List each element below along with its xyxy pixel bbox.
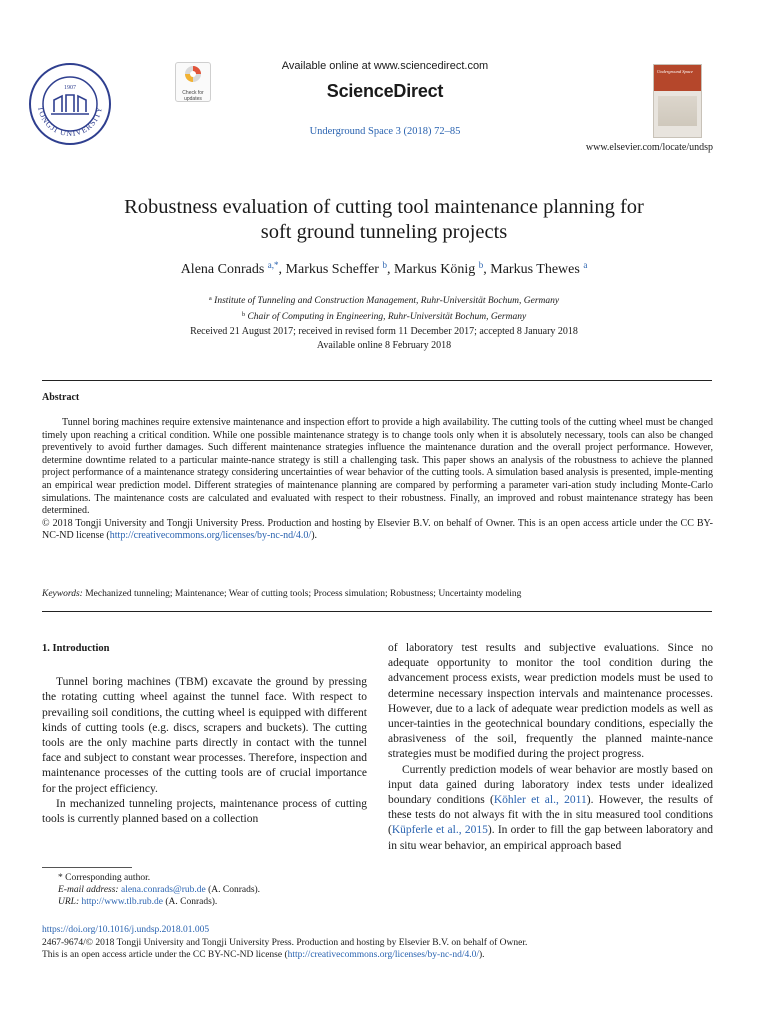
keywords (42, 589, 713, 599)
footer-license-link[interactable]: http://creativecommons.org/licenses/by-nc-nd/4.0/ (287, 950, 479, 960)
abstract-top-rule (42, 380, 712, 381)
license-link[interactable]: http://creativecommons.org/licenses/by-nc-nd/4.0/ (109, 530, 312, 542)
footnote (42, 872, 367, 909)
license-line: This is an open access article under the CC BY-NC-ND license (http://creativecommons.org/licenses/by-nc-nd/4.0/). (42, 950, 485, 960)
received-dates: Received 21 August 2017; received in revised form 11 December 2017; accepted 8 January 2018 (190, 326, 578, 337)
email-link[interactable]: alena.conrads@rub.de (120, 885, 206, 896)
url-line: URL: http://www.tlb.rub.de (A. Conrads). (58, 897, 218, 908)
abstract-copyright: © 2018 Tongji University and Tongji University Press. Production and hosting by Elsevier B.V. on behalf of Owner. This is an open access article under the CC BY-NC-ND license (http://creativecommons.org/licenses/by-nc-nd/4.0/). (42, 517, 713, 542)
journal-homepage[interactable]: www.elsevier.com/locate/undsp (585, 142, 713, 153)
author-separator: , (278, 262, 286, 277)
author-separator: , (483, 262, 491, 277)
available-online-date: Available online 8 February 2018 (316, 339, 452, 351)
keywords-list: Mechanized tunneling; Maintenance; Wear of cutting tools; Process simulation; Robustness; Uncertainty modeling (85, 589, 522, 599)
footnote-rule (42, 867, 132, 868)
author-affiliation-mark[interactable]: b (478, 260, 484, 270)
keywords-label: Keywords: (42, 589, 83, 599)
issn-line: 2467-9674/© 2018 Tongji University and Tongji University Press. Production and hosting by Elsevier B.V. on behalf of Owner. (42, 937, 528, 948)
abstract-bottom-rule (42, 611, 712, 612)
abstract-body (42, 417, 713, 543)
affiliation-b: $^b$ Chair of Computing in Engineering, Ruhr-Universität Bochum, Germany (241, 311, 527, 322)
author-name[interactable]: Markus Thewes (490, 262, 580, 277)
body-paragraph: Tunnel boring machines (TBM) excavate the ground by pressing the rotating cutting wheel against the tunnel face. With respect to prevailing soil conditions, the cutting wheel is equipped with different kinds of cutting tools (e.g. discs, scrapers and buckets). The cutting tools are the only machine parts directly in contact with the tunnel face and subject to constant wear processes. Therefore, inspection and maintenance processes of the cutting tools are of crucial importance for the project efficiency. (42, 676, 367, 795)
svg-text:1907: 1907 (64, 85, 76, 91)
check-for-updates-badge[interactable] (175, 62, 211, 102)
citation-link[interactable]: Köhler et al., 2011 (493, 794, 587, 807)
abstract-text: Tunnel boring machines require extensive maintenance and inspection effort to provide a high availability. The cutting tools of the cutting wheel must be changed timely upon reaching a critical condition. While one possible maintenance strategy is to change tools only when it is absolutely necessary, tools can also be changed preventively to avoid further damages. Such different maintenance strategies influence the maintenance duration and the overall project performance. However, determine downtime related to a particular mainte-nance strategy is still a challenging task. This paper shows an analysis of the robustness to achieve the planned project performance of a maintenance strategy considering uncertainties of wear behavior of the cutting tools. A simulation based analysis is presented, imple-menting an empirical wear prediction model. Different strategies of maintenance planning are compared by performing a parameter vari-ation study including Monte-Carlo simulations. The maintenance costs are calculated and evaluated with respect to their robustness. Finally, an improved and robust maintenance strategy has been determined. (42, 417, 713, 517)
citation-link[interactable]: Küpferle et al., 2015 (391, 824, 488, 837)
page-footer (42, 924, 713, 962)
cover-image (658, 96, 697, 126)
affiliations (40, 292, 728, 324)
crossmark-icon (176, 63, 210, 85)
author-name[interactable]: Markus König (393, 262, 476, 277)
journal-cover-thumbnail[interactable] (653, 64, 702, 138)
abstract-heading: Abstract (42, 392, 80, 403)
author-separator: , (386, 262, 394, 277)
body-left-column (42, 641, 367, 827)
sciencedirect-brand[interactable]: ScienceDirect (326, 81, 444, 101)
body-paragraph: Currently prediction models of wear behavior are mostly based on input data gained during laboratory index tests under idealized boundary conditions (Köhler et al., 2011). However, the results of these tests do not always fit with the in situ measured tool conditions (Küpferle et al., 2015). In order to fill the gap between laboratory and in situ wear behavior, an empirical approach based (388, 763, 714, 852)
tongji-university-logo (28, 62, 112, 146)
author-affiliation-mark[interactable]: a,* (267, 260, 279, 270)
author-list (40, 260, 728, 278)
cover-band (654, 65, 701, 91)
author-affiliation-mark[interactable]: b (382, 260, 387, 270)
corresponding-author-note: * Corresponding author. (58, 873, 151, 883)
email-line: E-mail address: alena.conrads@rub.de (A. Conrads). (58, 885, 261, 896)
url-link[interactable]: http://www.tlb.rub.de (81, 897, 163, 908)
title-line-2: soft ground tunneling projects (260, 221, 508, 243)
crossmark-label-2: updates (184, 96, 202, 102)
doi-link[interactable]: https://doi.org/10.1016/j.undsp.2018.01.005 (42, 925, 210, 935)
section-heading-introduction: 1. Introduction (42, 643, 110, 654)
crossmark-label-1: Check for (182, 90, 204, 96)
body-right-column (388, 641, 713, 854)
article-title (40, 195, 728, 245)
body-paragraph: In mechanized tunneling projects, maintenance process of cutting tools is currently planned based on a collection (42, 797, 367, 826)
cover-title: Underground Space (657, 69, 694, 74)
available-online-notice: Available online at www.sciencedirect.com (281, 60, 489, 72)
article-history (40, 325, 728, 352)
svg-text:TONGJI UNIVERSITY: TONGJI UNIVERSITY (36, 105, 105, 139)
author-name[interactable]: Markus Scheffer (285, 262, 379, 277)
author-name[interactable]: Alena Conrads (180, 262, 265, 277)
author-affiliation-mark[interactable]: a (583, 260, 588, 270)
affiliation-a: $^a$ Institute of Tunneling and Construction Management, Ruhr-Universität Bochum, Germany (208, 295, 560, 306)
body-paragraph: of laboratory test results and subjective evaluations. Since no adequate opportunity to monitor the tool condition during the advancement process exists, wear prediction models must be used to determine necessary inspection intervals and maintenance processes. However, due to a lack of adequate wear prediction models as well as uncer-tainties in the geotechnical boundary conditions, especially the abrasiveness of the soil, frequently the planned mainte-nance strategies must be modified during the project progress. (388, 642, 713, 761)
title-line-1: Robustness evaluation of cutting tool maintenance planning for (124, 196, 644, 218)
journal-reference[interactable]: Underground Space 3 (2018) 72–85 (309, 126, 461, 137)
